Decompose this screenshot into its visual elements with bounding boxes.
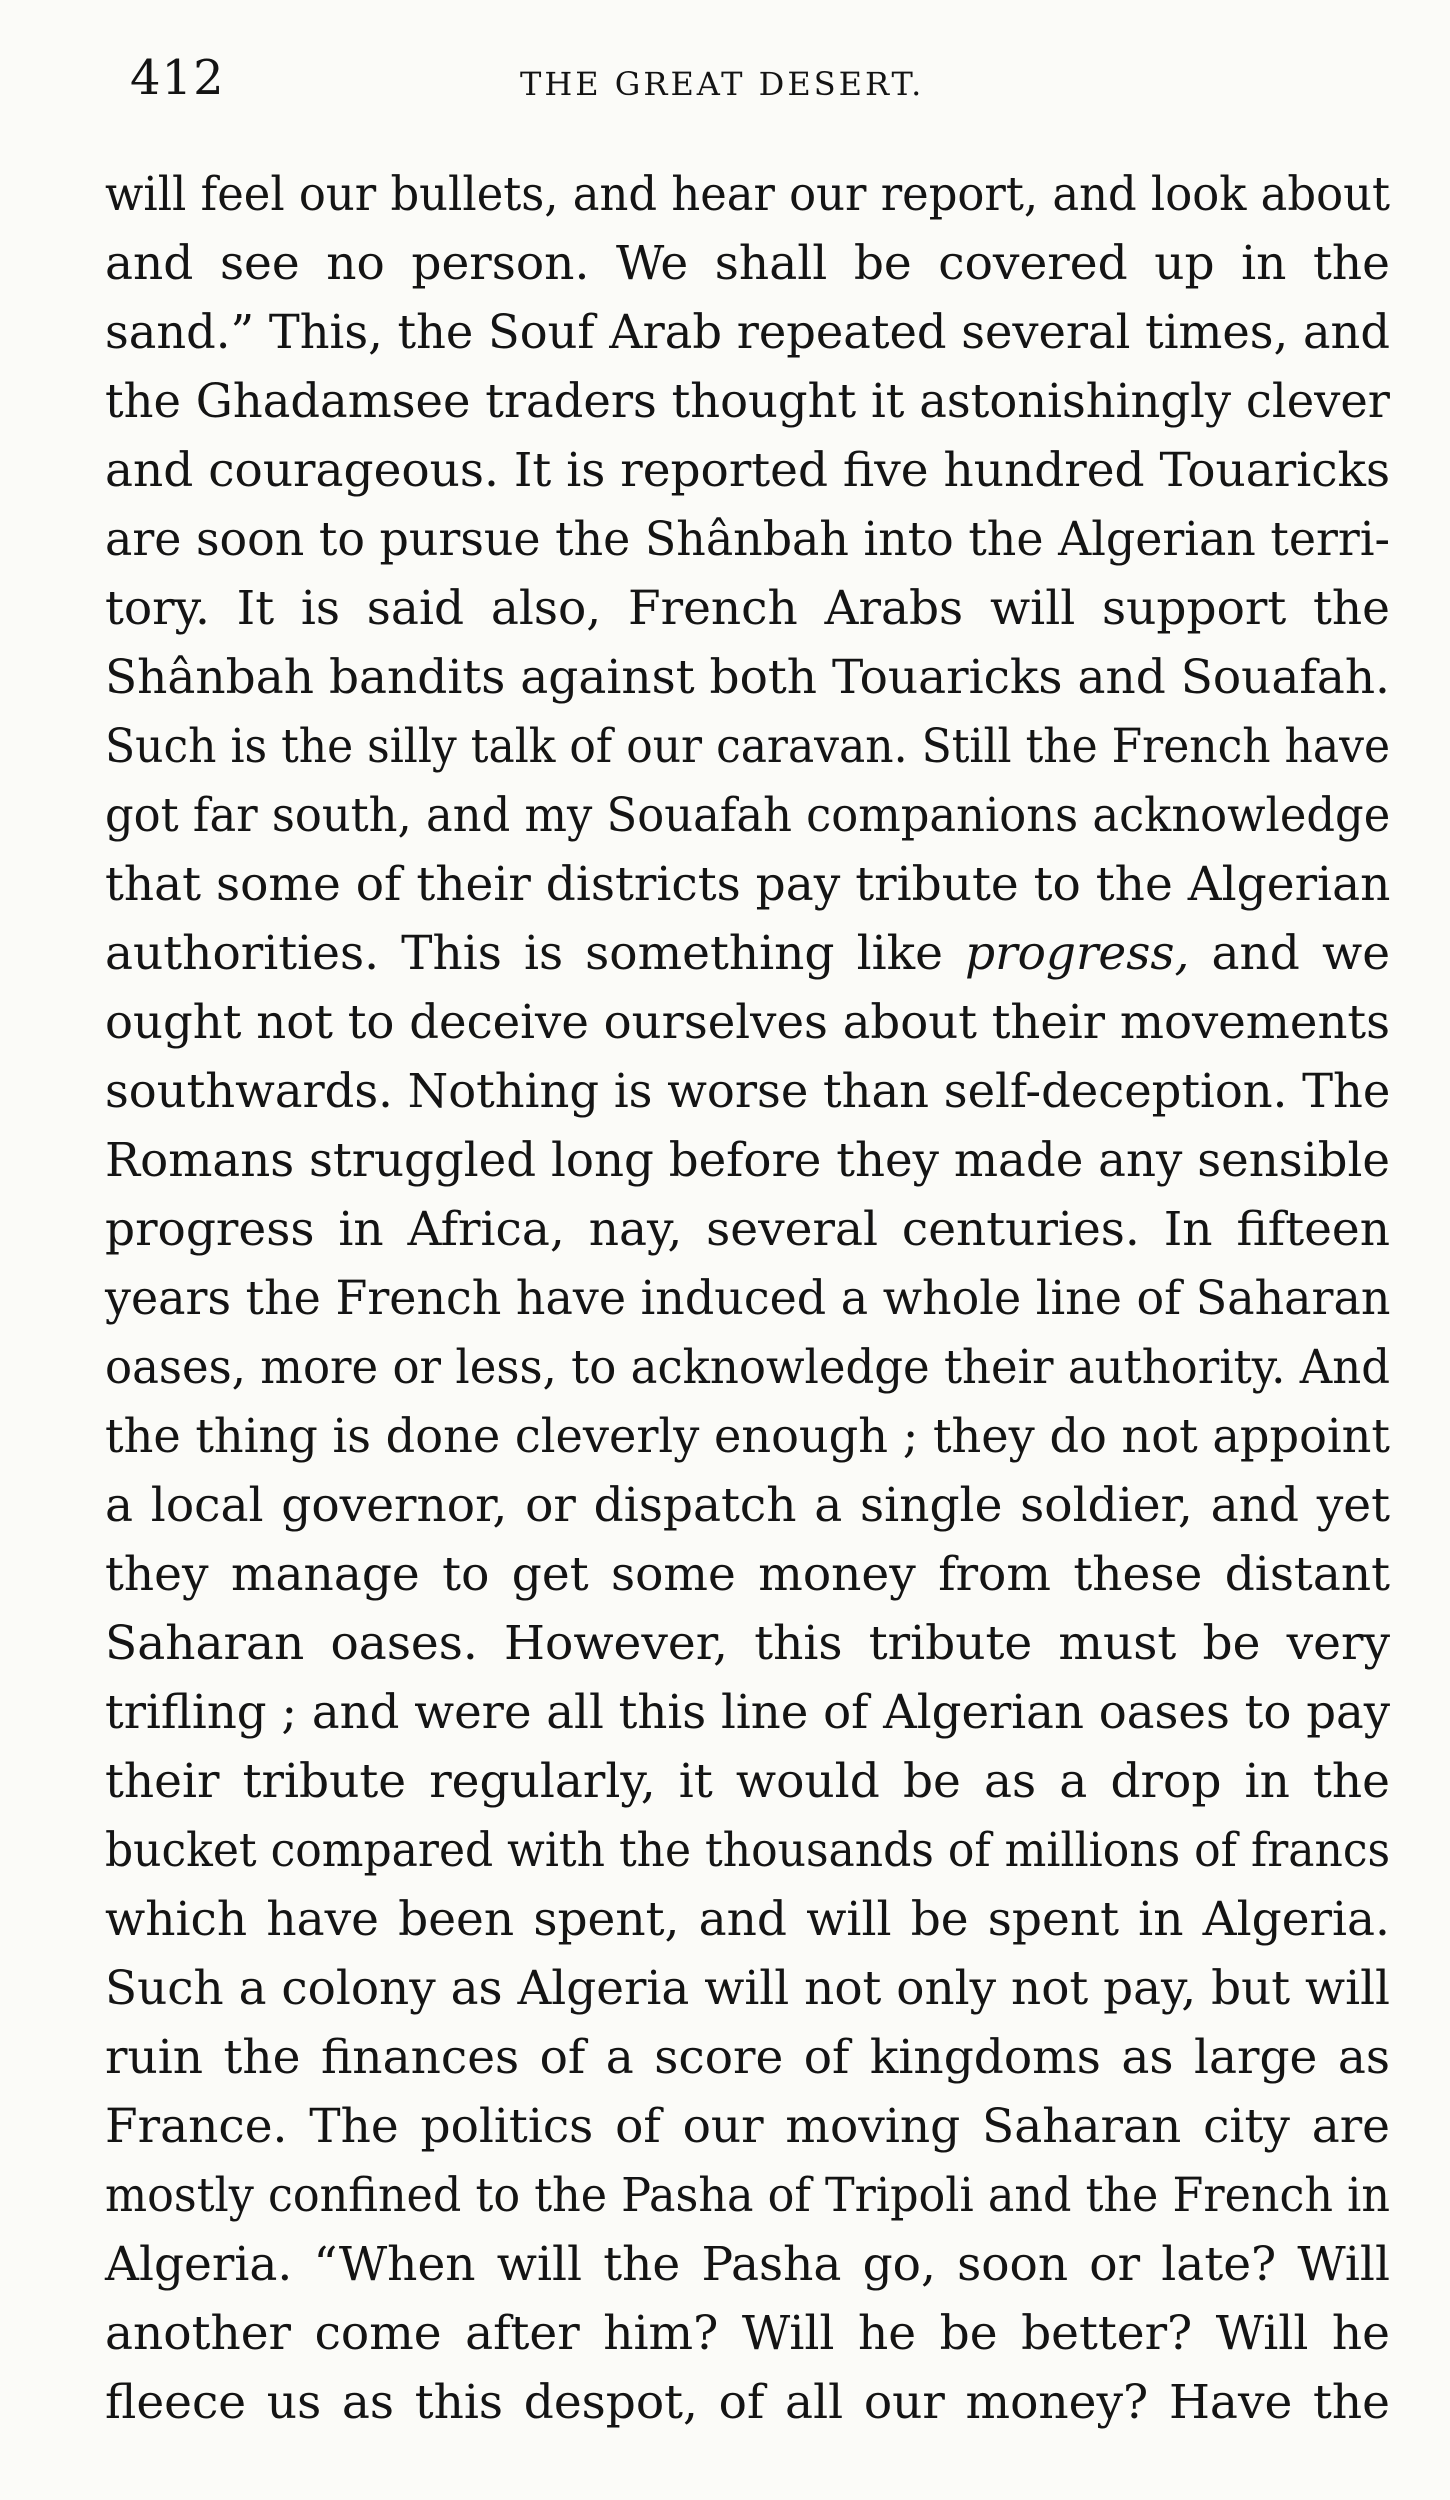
text-line: which have been spent, and will be spent in Algeria. [105, 1892, 1390, 1947]
text-line: that some of their districts pay tribute to the Algerian [105, 857, 1391, 912]
text-line: the thing is done cleverly enough ; they do not appoint [105, 1409, 1391, 1464]
page-number: 412 [130, 50, 225, 106]
text-line: sand.” This, the Souf Arab repeated several times, and [105, 305, 1390, 360]
text-line: ruin the finances of a score of kingdoms as large as [105, 2030, 1390, 2085]
text-line: their tribute regularly, it would be as a drop in the [105, 1754, 1390, 1809]
text-line: and courageous. It is reported five hundred Touaricks [105, 443, 1391, 498]
text-line: are soon to pursue the Shânbah into the Algerian terri- [105, 512, 1390, 567]
book-title: THE GREAT DESERT. [520, 65, 925, 103]
text-line: years the French have induced a whole line of Saharan [105, 1271, 1391, 1326]
text-line: bucket compared with the thousands of millions of francs [105, 1823, 1391, 1878]
body-text [105, 160, 1390, 2437]
text-line: southwards. Nothing is worse than self-deception. The [105, 1064, 1391, 1119]
text-line: ought not to deceive ourselves about their movements [105, 995, 1390, 1050]
text-line: got far south, and my Souafah companions acknowledge [105, 788, 1391, 843]
text-line: progress in Africa, nay, several centuries. In fifteen [105, 1202, 1390, 1257]
text-line: Romans struggled long before they made any sensible [105, 1133, 1390, 1188]
text-line: and see no person. We shall be covered up in the [105, 236, 1390, 291]
text-line: a local governor, or dispatch a single soldier, and yet [105, 1478, 1390, 1533]
text-line: trifling ; and were all this line of Algerian oases to pay [105, 1685, 1391, 1740]
text-line: Such a colony as Algeria will not only not pay, but will [105, 1961, 1391, 2016]
text-line: oases, more or less, to acknowledge their authority. And [105, 1340, 1390, 1395]
running-head [130, 38, 1380, 118]
text-line: the Ghadamsee traders thought it astonishingly clever [105, 374, 1390, 429]
text-line: Such is the silly talk of our caravan. Still the French have [105, 719, 1390, 774]
text-line: another come after him? Will he be better? Will he [105, 2306, 1390, 2361]
text-line: will feel our bullets, and hear our report, and look about [105, 167, 1390, 222]
text-line: Saharan oases. However, this tribute must be very [105, 1616, 1390, 1671]
text-line: France. The politics of our moving Saharan city are [105, 2099, 1390, 2154]
text-line: fleece us as this despot, of all our money? Have the [105, 2375, 1390, 2430]
text-segment: and we [1189, 926, 1391, 981]
text-line: they manage to get some money from these distant [105, 1547, 1390, 1602]
text-line: tory. It is said also, French Arabs will support the [105, 581, 1390, 636]
text-line-with-italic [105, 919, 1390, 988]
text-line: Shânbah bandits against both Touaricks and Souafah. [105, 650, 1390, 705]
text-segment: authorities. This is something like [105, 926, 966, 981]
italic-word: progress, [965, 926, 1190, 981]
text-line: Algeria. “When will the Pasha go, soon or late? Will [105, 2237, 1390, 2292]
text-line: mostly confined to the Pasha of Tripoli and the French in [105, 2168, 1390, 2223]
